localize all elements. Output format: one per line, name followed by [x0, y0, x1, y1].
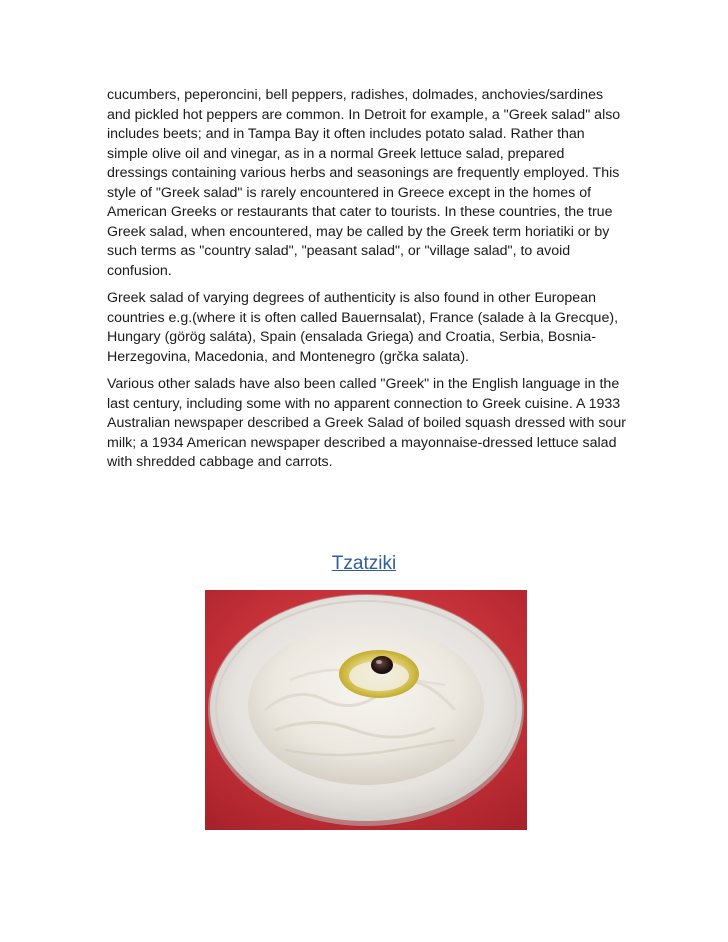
black-olive: [371, 656, 393, 674]
paragraph-european-versions: Greek salad of varying degrees of authenticity is also found in other European countries e.g.(where it is often called Bauernsalat), France (salade à la Grecque), Hungary (görög saláta), Spain (ensalada Griega) and Croatia, Serbia, Bosnia-Herzegovina, Macedonia, and Montenegro (grčka salata).: [107, 290, 619, 365]
tzatziki-heading-link[interactable]: Tzatziki: [331, 553, 397, 574]
paragraph-other-greek-salads: Various other salads have also been called "Greek" in the English language in the last century, including some with no apparent connection to Greek cuisine. A 1933 Australian newspaper described a Greek Salad of boiled squash dressed with sour milk; a 1934 American newspaper described a mayonnaise-dressed lettuce salad with shredded cabbage and carrots.: [107, 376, 626, 470]
tzatziki-plate-image: [205, 590, 527, 830]
olive-highlight: [376, 660, 382, 664]
paragraph-greek-salad-variants: cucumbers, peperoncini, bell peppers, radishes, dolmades, anchovies/sardines and pickled hot peppers are common. In Detroit for example, a "Greek salad" also includes beets; and in Tampa Bay it often includes potato salad. Rather than simple olive oil and vinegar, as in a normal Greek lettuce salad, prepared dressings containing various herbs and seasonings are frequently employed. This style of "Greek salad" is rarely encountered in Greece except in the homes of American Greeks or restaurants that cater to tourists. In these countries, the true Greek salad, when encountered, may be called by the Greek term horiatiki or by such terms as "country salad", "peasant salad", or "village salad", to avoid confusion.: [107, 87, 621, 279]
tzatziki-photo: [205, 590, 527, 830]
body-text: [107, 86, 627, 481]
